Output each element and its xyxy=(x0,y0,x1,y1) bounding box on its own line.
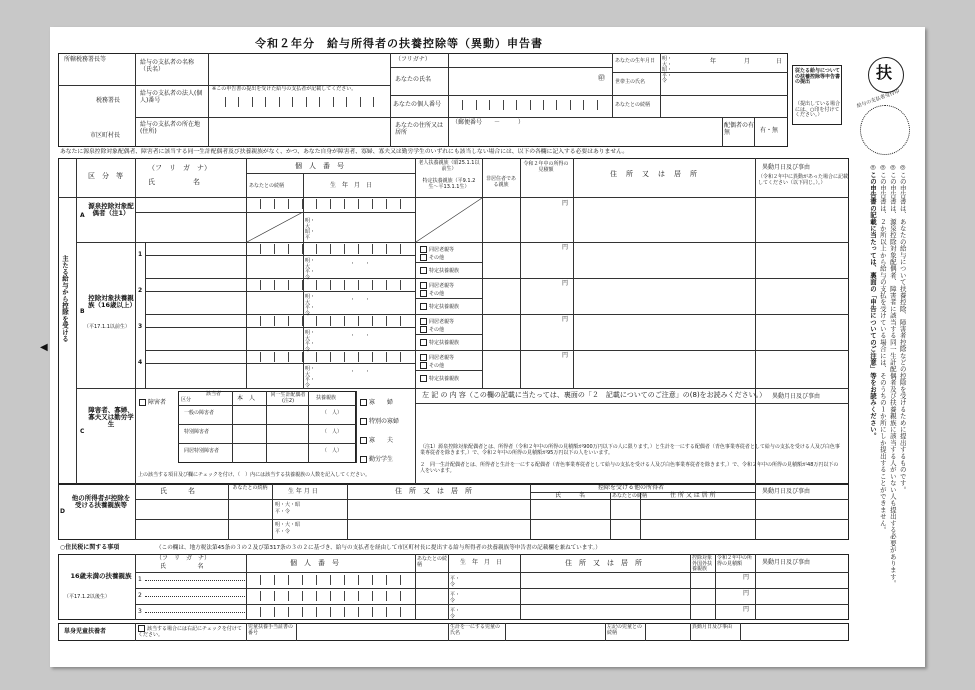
row-b-number-cells[interactable] xyxy=(247,280,414,290)
payer-number-note: ※この申告書の提出を受けた給与の支払者が記載してください。 xyxy=(212,86,357,92)
row-b-number-cells[interactable] xyxy=(247,316,414,326)
spouse-label: 配偶者の有無 xyxy=(724,122,755,136)
d-change-col: 異動月日及び事由 xyxy=(762,488,811,495)
col-specific: 特定扶養親族（平9.1.2生〜平13.1.1生） xyxy=(422,178,476,190)
opt-cohabit[interactable]: 同居老親等 xyxy=(420,318,454,326)
row-b-yen: 円 xyxy=(562,352,569,359)
row-b-yen: 円 xyxy=(562,316,569,323)
cohab-special-disabled: 同居特別障害者 xyxy=(184,448,220,454)
row-b-era: 明・大平・令 xyxy=(305,294,316,317)
u16-era: 平・令 xyxy=(450,576,461,588)
u16-row-num: 2 xyxy=(138,592,142,599)
kubun-label: 区分 xyxy=(181,397,192,403)
u16-row-num: 1 xyxy=(138,576,142,583)
u16-number-cells[interactable] xyxy=(247,607,414,617)
child-relation-label: 左記の児童との続柄 xyxy=(607,624,643,636)
row-a-number-cells[interactable] xyxy=(247,199,414,209)
allowance-number-label: 児童扶養手当証書の番号 xyxy=(248,624,294,636)
payer-number-cells[interactable] xyxy=(212,97,387,107)
payer-name-label: 給与の支払者の名称（氏名） xyxy=(140,59,195,73)
u16-income: 令和２年中の所得の見積額 xyxy=(717,555,753,567)
row-d-letter: D xyxy=(60,508,65,515)
d-name-col: 氏 名 xyxy=(160,487,195,495)
left-arrow: ◀ xyxy=(40,342,48,353)
opt-specific[interactable]: 特定扶養親族 xyxy=(420,267,459,275)
furigana-label: （フリガナ） xyxy=(395,56,431,63)
right-notes xyxy=(867,163,907,633)
u16-number-cells[interactable] xyxy=(247,575,414,585)
col-birth: 生 年 月 日 xyxy=(330,182,373,189)
col-income: 令和２年中の所得の見積額 xyxy=(523,161,569,173)
month-label: 月 xyxy=(744,58,751,65)
u16-birth: 生 年 月 日 xyxy=(460,559,503,566)
u16-label: 16歳未満の扶養親族 xyxy=(70,572,132,580)
your-number-cells[interactable] xyxy=(450,100,610,110)
opt-specific[interactable]: 特定扶養親族 xyxy=(420,339,459,347)
col-senior: 老人扶養親族（昭25.1.1以前生） xyxy=(418,160,480,172)
row-b-number-cells[interactable] xyxy=(247,352,414,362)
widower-option[interactable]: 寡 夫 xyxy=(360,437,393,445)
general-disabled: 一般の障害者 xyxy=(184,410,215,416)
row-a-label: 源泉控除対象配偶者（注1） xyxy=(88,202,134,218)
tax-form-sheet xyxy=(40,27,925,667)
your-number-label: あなたの個人番号 xyxy=(393,101,442,108)
row-a-era: 明・大昭・平 xyxy=(305,218,316,241)
row-b-sub: （平17.1.1以前生） xyxy=(84,324,130,330)
secondary-note: （提出している場合には、○印を付けてください。） xyxy=(795,101,841,118)
your-name-label: あなたの氏名 xyxy=(395,76,432,83)
intro-text: あなたに源泉控除対象配偶者、障害者に該当する同一生計配偶者及び扶養親族がなく、かつ、あなた自身が障害者、寡婦、寡夫又は勤労学生のいずれにも該当しない場合には、以下の各欄に記入する必要はありません。 xyxy=(60,149,629,155)
opt-specific[interactable]: 特定扶養親族 xyxy=(420,303,459,311)
side-main-label: 主たる給与から控除を受ける xyxy=(60,255,69,343)
relation-label: あなたとの続柄 xyxy=(615,102,651,108)
col-furigana: （フ リ ガ ナ） xyxy=(148,164,211,172)
tax-office-label: 所轄税務署長等 xyxy=(64,56,107,63)
u16-yen: 円 xyxy=(743,590,750,597)
col-name: 氏 名 xyxy=(148,178,202,186)
row-b-yen: 円 xyxy=(562,244,569,251)
d-era-b1: 平・令 xyxy=(275,509,291,515)
u16-name: 氏 名 xyxy=(160,563,206,570)
householder-label: 世帯主の氏名 xyxy=(615,79,646,85)
row-b-num: 3 xyxy=(138,323,143,330)
widow-option[interactable]: 寡 婦 xyxy=(360,399,393,407)
opt-specific[interactable]: 特定扶養親族 xyxy=(420,375,459,383)
d-o-relation: あなたとの続柄 xyxy=(612,493,648,499)
opt-other[interactable]: その他 xyxy=(420,290,444,298)
u16-number: 個 人 番 号 xyxy=(290,559,339,567)
u16-nonres: 控除対象外国外扶養親族 xyxy=(692,555,713,572)
u16-relation: あなたとの続柄 xyxy=(417,556,448,568)
opt-other[interactable]: その他 xyxy=(420,362,444,370)
c-detail-label: 左 記 の 内 容（この欄の記載に当たっては、裏面の「２ 記載についてのご注意」の(8)をお読みください。） xyxy=(422,391,767,399)
col-my-number: 個 人 番 号 xyxy=(295,162,344,170)
child-name-label: 生計を一にする児童の氏名 xyxy=(450,624,501,636)
spouse-value[interactable]: 有・無 xyxy=(760,127,779,134)
stamp-circle xyxy=(868,57,904,93)
your-address-label: あなたの住所又は居所 xyxy=(395,122,444,136)
col-category: 区 分 等 xyxy=(88,172,123,180)
form-title: 令和２年分 給与所得者の扶養控除等（異動）申告書 xyxy=(255,37,543,50)
postal-code[interactable]: （郵便番号 － ） xyxy=(452,119,525,126)
col-nonresident: 非居住者である親族 xyxy=(485,176,516,188)
single-parent-check[interactable]: 該当する場合には右記にチェックを付けてください。 xyxy=(138,626,242,638)
u16-furigana: （フ リ ガ ナ） xyxy=(156,555,211,562)
seal-mark: ㊞ xyxy=(598,74,605,82)
disabled-option[interactable]: 障害者 xyxy=(139,399,166,407)
u16-yen: 円 xyxy=(743,574,750,581)
count-cohab[interactable]: （ 人） xyxy=(322,448,343,454)
d-birth-col: 生 年 月 日 xyxy=(288,488,318,495)
receipt-seal-area[interactable] xyxy=(860,105,910,155)
c-foot-note: 上の該当する項目及び欄にチェックを付け、（ ）内には該当する扶養親族の人数を記入してください。 xyxy=(138,472,371,478)
row-b-number-cells[interactable] xyxy=(247,244,414,254)
c-change-label: 異動月日及び事由 xyxy=(772,393,821,400)
self-col: 本 人 xyxy=(237,395,256,402)
u16-sub: （平17.1.2以後生） xyxy=(64,594,110,600)
row-b-dots: ・ ・ xyxy=(350,369,371,375)
row-b-label: 控除対象扶養親族（16歳以上） xyxy=(88,294,137,310)
special-widow-option[interactable]: 特別の寡婦 xyxy=(360,418,399,426)
resident-note: （この欄は、地方税法第45条の３の２及び第317条の３の２に基づき、給与の支払者を経由して市区町村長に提出する給与所得者の扶養親族等申告書の記載欄を兼ねています。） xyxy=(156,545,601,551)
payer-address-label: 給与の支払者の所在地(住所) xyxy=(140,121,201,135)
row-b-era: 明・大平・令 xyxy=(305,258,316,281)
row-a-yen: 円 xyxy=(562,200,569,207)
count-general[interactable]: （ 人） xyxy=(322,410,343,416)
note1: （注1）源泉控除対象配偶者とは、所得者（令和２年中の所得の見積額が900万円以下の人に限ります。）と生計を一にする配偶者（青色事業専従者として給与の支払を受ける人及び白色事業専従者を除きます。）で、令和２年中の所得の見積額が95万円以下の人をいいます。 xyxy=(420,444,840,456)
city-suffix: 市区町村長 xyxy=(90,132,121,139)
row-b-dots: ・ ・ xyxy=(350,333,371,339)
student-option[interactable]: 勤労学生 xyxy=(360,456,393,464)
d-era-a2: 明・大・昭 xyxy=(275,522,301,528)
row-b-dots: ・ ・ xyxy=(350,297,371,303)
special-disabled: 特別障害者 xyxy=(184,429,210,435)
d-address-col: 住 所 又 は 居 所 xyxy=(395,487,472,495)
note2: ２ 同一生計配偶者とは、所得者と生計を一にする配偶者（青色事業専従者として給与の支払を受ける人及び白色事業専従者を除きます。）で、令和２年中の所得の見積額が48万円以下の人をいいます。 xyxy=(420,462,839,474)
row-b-yen: 円 xyxy=(562,280,569,287)
stamp-char: 扶 xyxy=(876,63,893,82)
u16-row-num: 3 xyxy=(138,608,142,615)
opt-cohabit[interactable]: 同居老親等 xyxy=(420,246,454,254)
d-relation-col: あなたとの続柄 xyxy=(232,485,268,491)
birthdate-era: 明・大・昭・平・令 xyxy=(662,56,673,84)
right-note-1: ◎この申告書は、あなたの給与について扶養控除、障害者控除などの控除を受けるために提出するものです。 xyxy=(898,163,907,493)
col-change-note: （令和２年中に異動があった場合に記載してください（以下同じ。）。） xyxy=(758,174,848,186)
u16-address: 住 所 又 は 居 所 xyxy=(565,559,642,567)
row-b-era: 明・大平・令 xyxy=(305,330,316,353)
opt-other[interactable]: その他 xyxy=(420,254,444,262)
right-note-3: ◎この申告書は、２か所以上から給与の支払を受けている場合には、そのうちの１か所にしか提出することができません。 xyxy=(878,163,887,534)
applicable-label: 該当者 xyxy=(206,391,222,397)
row-b-letter: B xyxy=(80,308,85,315)
single-change-label: 異動月日及び事由 xyxy=(692,624,733,630)
count-special[interactable]: （ 人） xyxy=(322,429,343,435)
row-b-era: 明・大平・令 xyxy=(305,366,316,389)
col-change: 異動月日及び事由 xyxy=(762,164,811,171)
u16-number-cells[interactable] xyxy=(247,591,414,601)
opt-cohabit[interactable]: 同居老親等 xyxy=(420,282,454,290)
opt-other[interactable]: その他 xyxy=(420,326,444,334)
u16-yen: 円 xyxy=(743,606,750,613)
d-o-name: 氏 名 xyxy=(555,492,586,499)
row-b-dots: ・ ・ xyxy=(350,261,371,267)
d-other-taxpayer: 控除を受ける他の所得者 xyxy=(598,484,665,491)
col-relation: あなたとの続柄 xyxy=(249,183,285,189)
secondary-title: 従たる給与についての扶養控除等申告書の提出 xyxy=(795,68,841,85)
day-label: 日 xyxy=(776,58,783,65)
same-spouse-col: 同一生計配偶者(注2) xyxy=(270,392,306,404)
year-label: 年 xyxy=(710,58,717,65)
birthdate-label: あなたの生年月日 xyxy=(615,58,656,64)
payer-number-label: 給与の支払者の法人(個人)番号 xyxy=(140,90,203,104)
u16-era: 平・令 xyxy=(450,608,461,620)
single-parent-label: 単身児童扶養者 xyxy=(64,628,107,635)
u16-change: 異動月日及び事由 xyxy=(762,559,811,566)
row-d-label: 他の所得者が控除を受ける扶養親族等 xyxy=(71,494,131,510)
col-address: 住 所 又 は 居 所 xyxy=(610,170,698,178)
row-c-letter: C xyxy=(80,428,85,435)
resident-heading: ○住民税に関する事項 xyxy=(60,544,120,551)
d-era-b2: 平・令 xyxy=(275,529,291,535)
right-note-2: ◎この申告書は、源泉控除対象配偶者、障害者に該当する同一生計配偶者及び扶養親族に該当する人がいない人も提出する必要があります。 xyxy=(888,163,897,587)
row-b-num: 4 xyxy=(138,359,143,366)
opt-cohabit[interactable]: 同居老親等 xyxy=(420,354,454,362)
d-o-address: 住 所 又 は 居 所 xyxy=(670,492,716,499)
row-a-letter: A xyxy=(80,212,85,219)
row-c-label: 障害者、寡婦、寡夫又は勤労学生 xyxy=(88,406,134,429)
right-note-4: ◎この申告書の記載に当たっては、裏面の「申告についてのご注意」等をお読みください。 xyxy=(868,163,877,440)
dependent-col: 扶養親族 xyxy=(316,395,337,401)
u16-era: 平・令 xyxy=(450,592,461,604)
row-b-num: 1 xyxy=(138,251,143,258)
d-era-a1: 明・大・昭 xyxy=(275,502,301,508)
row-b-num: 2 xyxy=(138,287,143,294)
receipt-seal-label: 給与の支払者受付印 xyxy=(856,88,901,110)
tax-office-suffix: 税務署長 xyxy=(96,97,121,104)
